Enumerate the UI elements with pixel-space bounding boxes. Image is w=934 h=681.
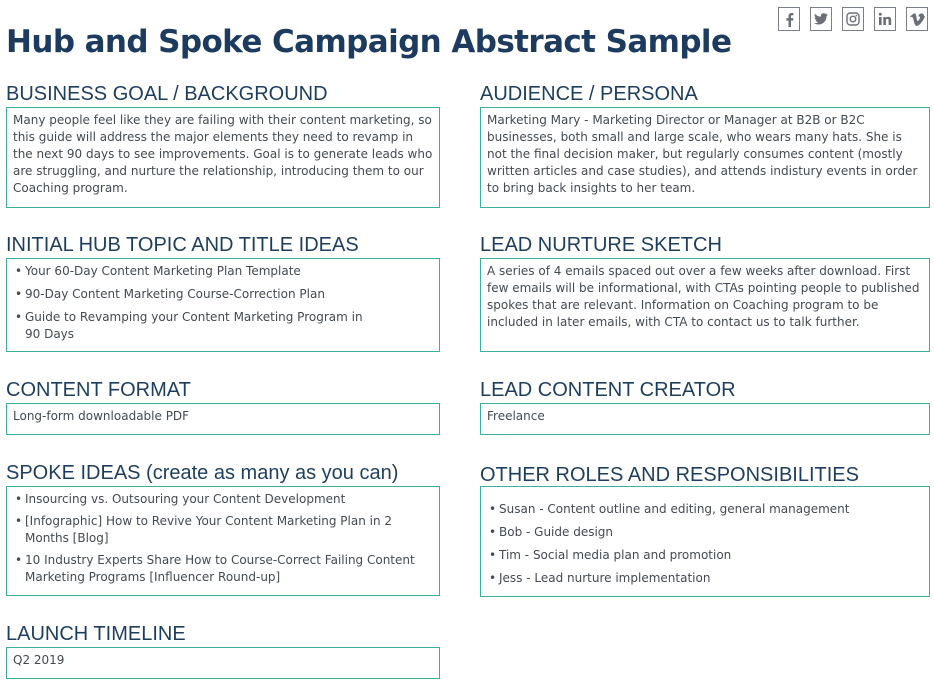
launch-timeline-section — [6, 623, 186, 667]
lead-nurture-heading: LEAD NURTURE SKETCH — [480, 234, 722, 256]
business-goal-section — [6, 83, 433, 195]
facebook-icon[interactable] — [778, 7, 800, 31]
list-item: • 90-Day Content Marketing Course-Correction Plan — [13, 286, 433, 303]
list-item: • Tim - Social media plan and promotion — [487, 547, 923, 564]
lead-creator-section — [480, 379, 736, 423]
list-item: • Insourcing vs. Outsouring your Content Development — [13, 491, 433, 508]
lead-nurture-box — [480, 258, 930, 352]
hub-topics-section — [6, 234, 363, 341]
list-item: • [Infographic] How to Revive Your Content Marketing Plan in 2 Months [Blog] — [13, 513, 433, 547]
business-goal-heading: BUSINESS GOAL / BACKGROUND — [6, 83, 328, 105]
audience-heading: AUDIENCE / PERSONA — [480, 83, 698, 105]
twitter-icon[interactable] — [810, 7, 832, 31]
list-item: • Jess - Lead nurture implementation — [487, 570, 923, 587]
spoke-ideas-section — [6, 462, 415, 584]
content-format-section — [6, 379, 191, 423]
instagram-icon[interactable] — [842, 7, 864, 31]
list-item: • Your 60-Day Content Marketing Plan Template — [13, 263, 433, 280]
content-format-text: Long-form downloadable PDF — [13, 409, 190, 423]
vimeo-icon[interactable] — [906, 7, 928, 31]
page-title: Hub and Spoke Campaign Abstract Sample — [6, 24, 732, 60]
hub-topics-box — [6, 258, 440, 352]
spoke-ideas-box — [6, 486, 440, 596]
lead-creator-text: Freelance — [487, 409, 545, 423]
social-links — [778, 7, 928, 31]
launch-timeline-heading: LAUNCH TIMELINE — [6, 623, 186, 645]
list-item: • Bob - Guide design — [487, 524, 923, 541]
other-roles-section — [480, 464, 859, 585]
list-item: • Guide to Revamping your Content Marketing Program in 90 Days — [13, 309, 433, 343]
spoke-ideas-heading: SPOKE IDEAS (create as many as you can) — [6, 462, 399, 484]
launch-timeline-box — [6, 647, 440, 679]
content-format-heading: CONTENT FORMAT — [6, 379, 191, 401]
content-format-box — [6, 403, 440, 435]
list-item: • 10 Industry Experts Share How to Course-Correct Failing Content Marketing Programs [Influencer Round-up] — [13, 552, 433, 586]
hub-topics-heading: INITIAL HUB TOPIC AND TITLE IDEAS — [6, 234, 359, 256]
lead-creator-box — [480, 403, 930, 435]
lead-nurture-section — [480, 234, 920, 329]
list-item: • Susan - Content outline and editing, general management — [487, 501, 923, 518]
lead-creator-heading: LEAD CONTENT CREATOR — [480, 379, 736, 401]
business-goal-text: Many people feel like they are failing with their content marketing, so this guide will address the major elements they need to revamp in the next 90 days to see improvements. Goal is to generate leads who are struggling, and nurture the relationship, introducing them to our Coaching program. — [13, 113, 433, 195]
launch-timeline-text: Q2 2019 — [13, 653, 65, 667]
audience-box — [480, 107, 930, 208]
other-roles-box — [480, 486, 930, 597]
lead-nurture-text: A series of 4 emails spaced out over a few weeks after download. First few emails will be informational, with CTAs pointing people to published spokes that are relevant. Information on Coaching program to be included in later emails, with CTA to contact us to talk further. — [487, 264, 920, 329]
audience-section — [480, 83, 918, 195]
business-goal-box — [6, 107, 440, 208]
audience-text: Marketing Mary - Marketing Director or Manager at B2B or B2C businesses, both small and large scale, who wears many hats. She is not the final decision maker, but regularly consumes content (mostly written articles and case studies), and attends indistury events in order to bring back insights to her team. — [487, 113, 918, 195]
linkedin-icon[interactable] — [874, 7, 896, 31]
other-roles-heading: OTHER ROLES AND RESPONSIBILITIES — [480, 464, 859, 486]
